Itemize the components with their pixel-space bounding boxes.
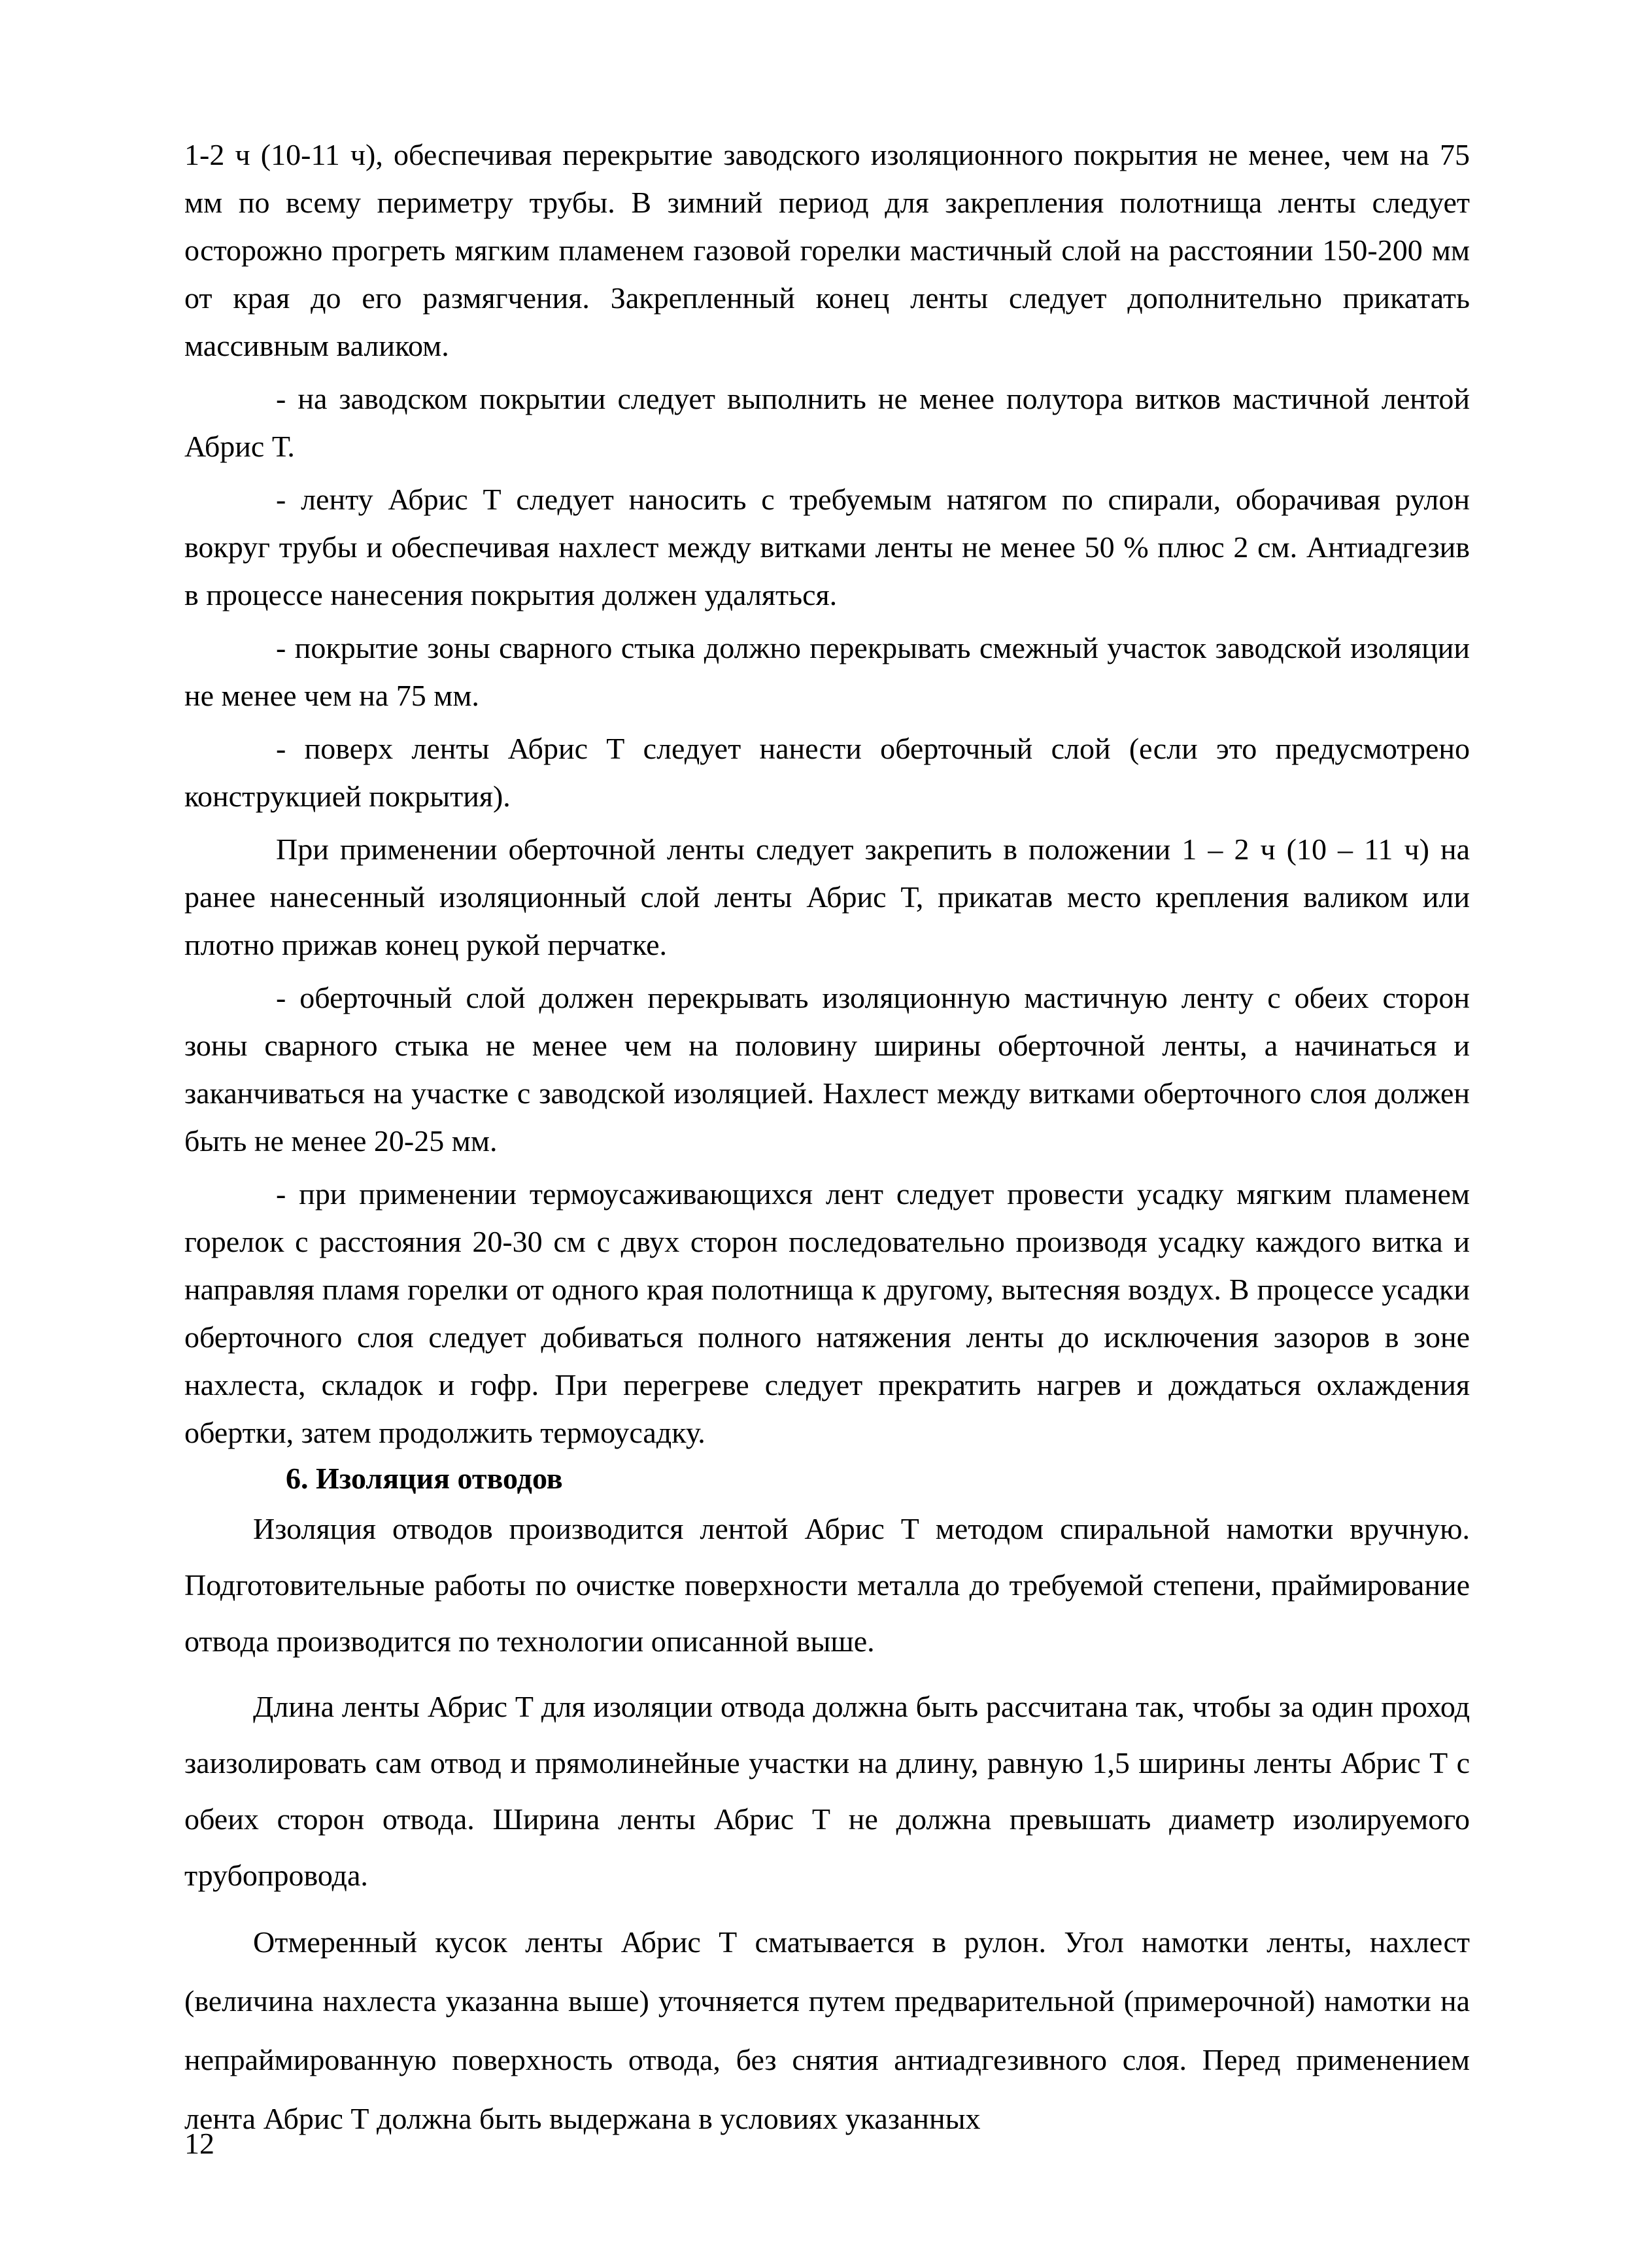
section-heading: 6. Изоляция отводов bbox=[286, 1462, 563, 1495]
section-paragraph-method: Изоляция отводов производится лентой Абрис Т методом спиральной намотки вручную. Подготовительные работы по очистке поверхности металла до требуемой степени, праймирование отвода производится по технологии описанной выше. bbox=[184, 1512, 1470, 1658]
paragraph-wrapping-tape: При применении оберточной ленты следует закрепить в положении 1 – 2 ч (10 – 11 ч) на ранее нанесенный изоляционный слой ленты Абрис Т, прикатав место крепления валиком или плотно прижав конец рукой перчатке. bbox=[184, 833, 1470, 961]
list-item-heat-shrink: - при применении термоусаживающихся лент следует провести усадку мягким пламенем горелок с расстояния 20-30 см с двух сторон последовательно производя усадку каждого витка и направляя пламя горелки от одного края полотнища к другому, вытесняя воздух. В процессе усадки оберточного слоя следует добиваться полного натяжения ленты до исключения зазоров в зоне нахлеста, складок и гофр. При перегреве следует прекратить нагрев и дождаться охлаждения обертки, затем продолжить термоусадку. bbox=[184, 1177, 1470, 1449]
list-item-overlap-zone: - покрытие зоны сварного стыка должно перекрывать смежный участок заводской изоляции не менее чем на 75 мм. bbox=[184, 631, 1470, 712]
list-item-spiral-application: - ленту Абрис Т следует наносить с требуемым натягом по спирали, оборачивая рулон вокруг трубы и обеспечивая нахлест между витками ленты не менее 50 % плюс 2 см. Антиадгезив в процессе нанесения покрытия должен удаляться. bbox=[184, 483, 1470, 611]
list-item-wrapping-layer: - поверх ленты Абрис Т следует нанести оберточный слой (если это предусмотрено конструкцией покрытия). bbox=[184, 732, 1470, 813]
list-item-wrapping-overlap: - оберточный слой должен перекрывать изоляционную мастичную ленту с обеих сторон зоны сварного стыка не менее чем на половину ширины оберточной ленты, а начинаться и заканчиваться на участке с заводской изоляцией. Нахлест между витками оберточного слоя должен быть не менее 20-25 мм. bbox=[184, 981, 1470, 1158]
document-page bbox=[184, 131, 1470, 2148]
page-number: 12 bbox=[184, 2127, 214, 2160]
section-paragraph-length: Длина ленты Абрис Т для изоляции отвода должна быть рассчитана так, чтобы за один проход заизолировать сам отвод и прямолинейные участки на длину, равную 1,5 ширины ленты Абрис Т с обеих сторон отвода. Ширина ленты Абрис Т не должна превышать диаметр изолируемого трубопровода. bbox=[184, 1690, 1470, 1892]
paragraph-continuation: 1-2 ч (10-11 ч), обеспечивая перекрытие заводского изоляционного покрытия не менее, чем на 75 мм по всему периметру трубы. В зимний период для закрепления полотнища ленты следует осторожно прогреть мягким пламенем газовой горелки мастичный слой на расстоянии 150-200 мм от края до его размягчения. Закрепленный конец ленты следует дополнительно прикатать массивным валиком. bbox=[184, 138, 1470, 362]
section-paragraph-roll: Отмеренный кусок ленты Абрис Т сматывается в рулон. Угол намотки ленты, нахлест (величина нахлеста указанна выше) уточняется путем предварительной (примерочной) намотки на непраймированную поверхность отвода, без снятия антиадгезивного слоя. Перед применением лента Абрис Т должна быть выдержана в условиях указанных bbox=[184, 1925, 1470, 2135]
list-item-wrap-turns: - на заводском покрытии следует выполнить не менее полутора витков мастичной лентой Абрис Т. bbox=[184, 382, 1470, 463]
